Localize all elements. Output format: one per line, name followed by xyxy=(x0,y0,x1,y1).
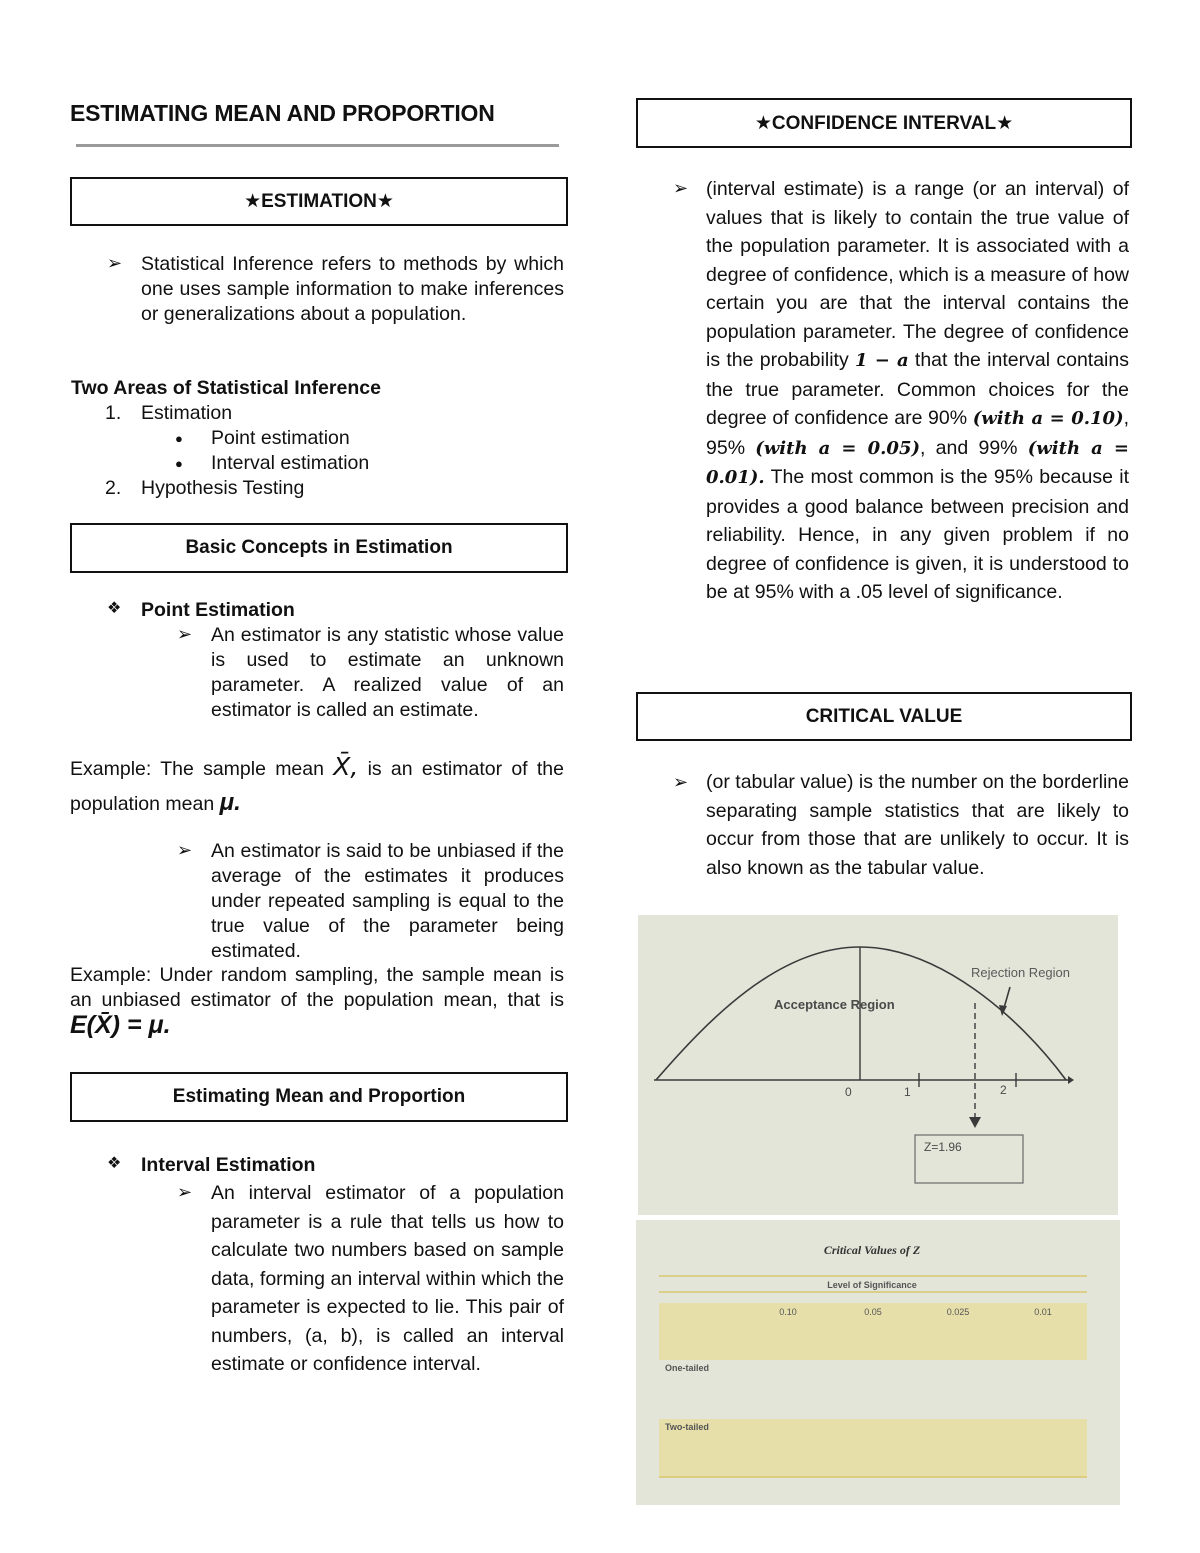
point-estimation-heading: Point Estimation xyxy=(141,599,295,621)
area-sub-interval: Interval estimation xyxy=(211,452,370,474)
arrow-bullet-icon: ➢ xyxy=(177,840,193,860)
two-areas-heading: Two Areas of Statistical Inference xyxy=(71,377,381,399)
page-title: ESTIMATING MEAN AND PROPORTION xyxy=(70,100,495,126)
area-sub-point: Point estimation xyxy=(211,427,350,449)
arrow-bullet-icon: ➢ xyxy=(177,1182,193,1202)
dot-bullet-icon: ● xyxy=(175,431,183,446)
arrow-bullet-icon: ➢ xyxy=(673,178,689,198)
basic-concepts-header xyxy=(70,523,568,573)
axis-arrow-icon xyxy=(1068,1076,1074,1084)
example2-text: Example: Under random sampling, the sample mean is an unbiased estimator of the population mean, that is xyxy=(70,964,564,1011)
table-subtitle: Level of Significance xyxy=(827,1280,917,1290)
rejection-region-label: Rejection Region xyxy=(971,965,1071,980)
basic-concepts-header-label: Basic Concepts in Estimation xyxy=(185,537,453,558)
inference-definition: Statistical Inference refers to methods by which one uses sample information to make inferences or generalizations about a population. xyxy=(141,253,564,325)
example-unbiased xyxy=(70,963,564,1040)
area-item-estimation: Estimation xyxy=(141,402,233,424)
tick-2-label: 2 xyxy=(1000,1083,1007,1097)
tick-1-label: 1 xyxy=(904,1085,911,1099)
arrow-bullet-icon: ➢ xyxy=(673,772,689,792)
z-value-label: Z=1.96 xyxy=(924,1140,962,1154)
expectation-formula: E(X̄) = μ. xyxy=(70,1011,171,1039)
tick-0-label: 0 xyxy=(845,1085,852,1099)
col-0-01: 0.01 xyxy=(1034,1307,1052,1317)
dot-bullet-icon: ● xyxy=(175,456,183,471)
list-number-2: 2. xyxy=(105,477,122,499)
estimation-header-label: ★ESTIMATION★ xyxy=(244,191,394,212)
diamond-bullet-icon: ❖ xyxy=(107,600,122,617)
xbar-symbol: X̄, xyxy=(333,752,359,781)
estimation-header xyxy=(70,177,568,226)
critical-values-table-figure xyxy=(636,1220,1120,1505)
two-tailed-band xyxy=(659,1419,1087,1477)
confidence-interval-header-label: ★CONFIDENCE INTERVAL★ xyxy=(754,112,1014,134)
ci-text-1: (interval estimate) is a range (or an interval) of values that is likely to contain the true value of the population parameter. It is associated with a degree of confidence, which is a measure of how certain you are that the interval contains the population parameter. The degree of confidence is the probability xyxy=(706,178,1129,371)
acceptance-region-label: Acceptance Region xyxy=(774,997,895,1012)
down-arrow-icon xyxy=(969,1117,981,1128)
critical-value-header-label: CRITICAL VALUE xyxy=(805,705,963,727)
area-item-hypothesis: Hypothesis Testing xyxy=(141,477,305,499)
example1-prefix: Example: The sample mean xyxy=(70,758,324,780)
arrow-bullet-icon: ➢ xyxy=(177,624,193,644)
diamond-bullet-icon: ❖ xyxy=(107,1155,122,1172)
title-divider xyxy=(76,144,559,147)
row-two-tailed: Two-tailed xyxy=(665,1422,709,1432)
arrow-bullet-icon: ➢ xyxy=(107,253,123,273)
ci-alpha-90: (with a = 0.10) xyxy=(972,408,1124,429)
confidence-interval-definition xyxy=(706,175,1129,607)
interval-estimator-definition: An interval estimator of a population parameter is a rule that tells us how to calculate two numbers based on sample data, forming an interval within which the parameter is expected to lie. This pair of numbers, (a, b), is called an interval estimate or confidence interval. xyxy=(211,1182,564,1375)
critical-region-figure xyxy=(638,915,1118,1215)
ci-probability: 1 − a xyxy=(855,350,909,371)
ci-alpha-99: (with a = 0.01). xyxy=(706,437,1130,488)
example-sample-mean xyxy=(70,750,564,821)
example1-middle: is an estimator of the population mean xyxy=(70,758,564,815)
ci-text-4: , and 99% xyxy=(920,436,1018,459)
confidence-interval-header xyxy=(636,98,1132,148)
col-0-10: 0.10 xyxy=(779,1307,797,1317)
ci-text-3: , 95% xyxy=(706,407,1130,459)
list-number-1: 1. xyxy=(105,402,122,424)
estimator-definition: An estimator is any statistic whose value is used to estimate an unknown parameter. A realized value of an estimator is called an estimate. xyxy=(211,624,564,721)
col-0-025: 0.025 xyxy=(946,1307,970,1317)
critical-value-definition: (or tabular value) is the number on the borderline separating sample statistics that are likely to occur from those that are unlikely to occur. It is also known as the tabular value. xyxy=(706,771,1129,879)
unbiased-definition: An estimator is said to be unbiased if the average of the estimates it produces under repeated sampling is equal to the true value of the parameter being estimated. xyxy=(211,840,564,962)
critical-value-header xyxy=(636,692,1132,741)
rejection-pointer xyxy=(1004,987,1010,1008)
ci-alpha-95: (with a = 0.05) xyxy=(755,437,920,459)
estimating-mean-proportion-header xyxy=(70,1072,568,1122)
col-0-05: 0.05 xyxy=(864,1307,882,1317)
critical-values-table xyxy=(636,1220,1120,1505)
table-title: Critical Values of Z xyxy=(823,1243,921,1257)
normal-curve-diagram xyxy=(638,915,1118,1215)
interval-estimation-heading: Interval Estimation xyxy=(141,1154,316,1176)
estimating-mean-proportion-label: Estimating Mean and Proportion xyxy=(172,1086,466,1107)
row-one-tailed: One-tailed xyxy=(665,1363,710,1373)
ci-text-5: The most common is the 95% because it provides a good balance between precision and reliability. Hence, in any given problem if no degree of confidence is given, it is understood to be at 95% with a .05 level of significance. xyxy=(706,466,1129,603)
mu-symbol: μ. xyxy=(219,789,241,816)
ci-text-2: that the interval contains the true parameter. Common choices for the degree of confidence are 90% xyxy=(706,349,1129,429)
